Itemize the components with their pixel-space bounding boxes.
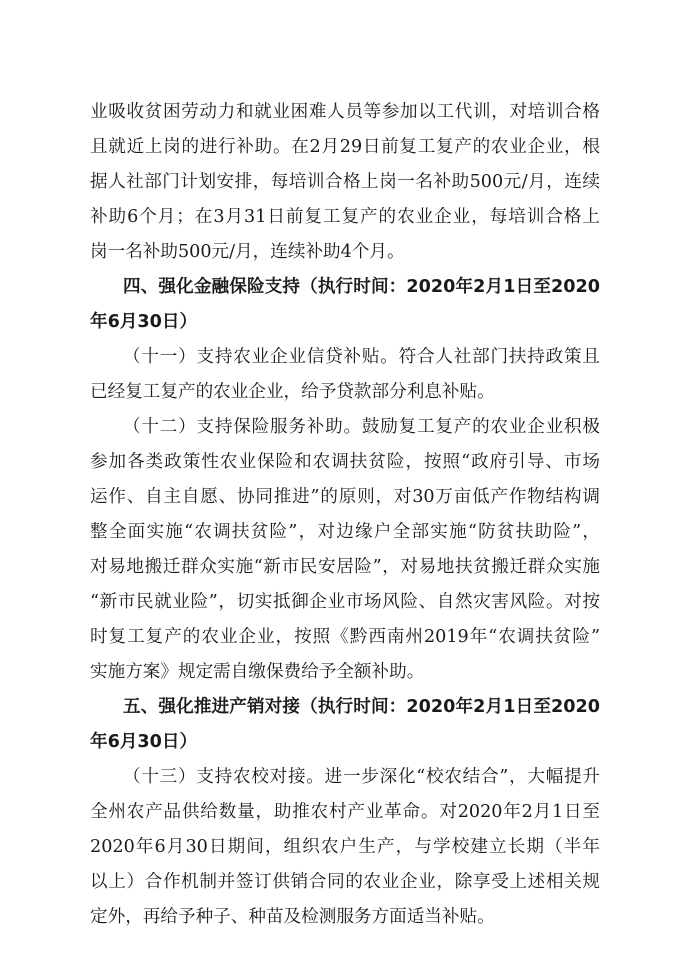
section-heading: 年6月30日） [90, 732, 198, 752]
body-line: 以上）合作机制并签订供销合同的农业企业，除享受上述相关规 [90, 872, 600, 892]
body-line: 整全面实施“农调扶贫险”，对边缘户全部实施“防贫扶助险”， [90, 522, 600, 542]
body-line: （十一）支持农业企业信贷补贴。符合人社部门扶持政策且 [123, 347, 600, 367]
body-line: 据人社部门计划安排，每培训合格上岗一名补助500元/月，连续 [90, 172, 600, 192]
body-line: 2020年6月30日期间，组织农户生产，与学校建立长期（半年 [90, 837, 600, 857]
body-line: 已经复工复产的农业企业，给予贷款部分利息补贴。 [90, 382, 495, 402]
body-line: （十三）支持农校对接。进一步深化“校农结合”，大幅提升 [123, 767, 600, 787]
body-line: 对易地搬迁群众实施“新市民安居险”，对易地扶贫搬迁群众实施 [90, 557, 600, 577]
body-line: 且就近上岗的进行补助。在2月29日前复工复产的农业企业，根 [90, 137, 600, 157]
body-line: 运作、自主自愿、协同推进”的原则，对30万亩低产作物结构调 [90, 487, 600, 507]
body-line: “新市民就业险”，切实抵御企业市场风险、自然灾害风险。对按 [90, 592, 600, 612]
body-line: 全州农产品供给数量，助推农村产业革命。对2020年2月1日至 [90, 802, 600, 822]
body-line: 业吸收贫困劳动力和就业困难人员等参加以工代训，对培训合格 [90, 102, 600, 122]
section-heading: 四、强化金融保险支持（执行时间：2020年2月1日至2020 [123, 277, 600, 297]
body-line: 时复工复产的农业企业，按照《黔西南州2019年“农调扶贫险” [90, 627, 600, 647]
body-line: 实施方案》规定需自缴保费给予全额补助。 [90, 662, 425, 682]
body-line: 参加各类政策性农业保险和农调扶贫险，按照“政府引导、市场 [90, 452, 600, 472]
section-heading: 五、强化推进产销对接（执行时间：2020年2月1日至2020 [123, 697, 600, 717]
body-line: 补助6个月；在3月31日前复工复产的农业企业，每培训合格上 [90, 207, 600, 227]
body-line: （十二）支持保险服务补助。鼓励复工复产的农业企业积极 [123, 417, 600, 437]
body-line: 岗一名补助500元/月，连续补助4个月。 [90, 242, 405, 262]
body-line: 定外，再给予种子、种苗及检测服务方面适当补贴。 [90, 907, 495, 927]
section-heading: 年6月30日） [90, 312, 198, 332]
